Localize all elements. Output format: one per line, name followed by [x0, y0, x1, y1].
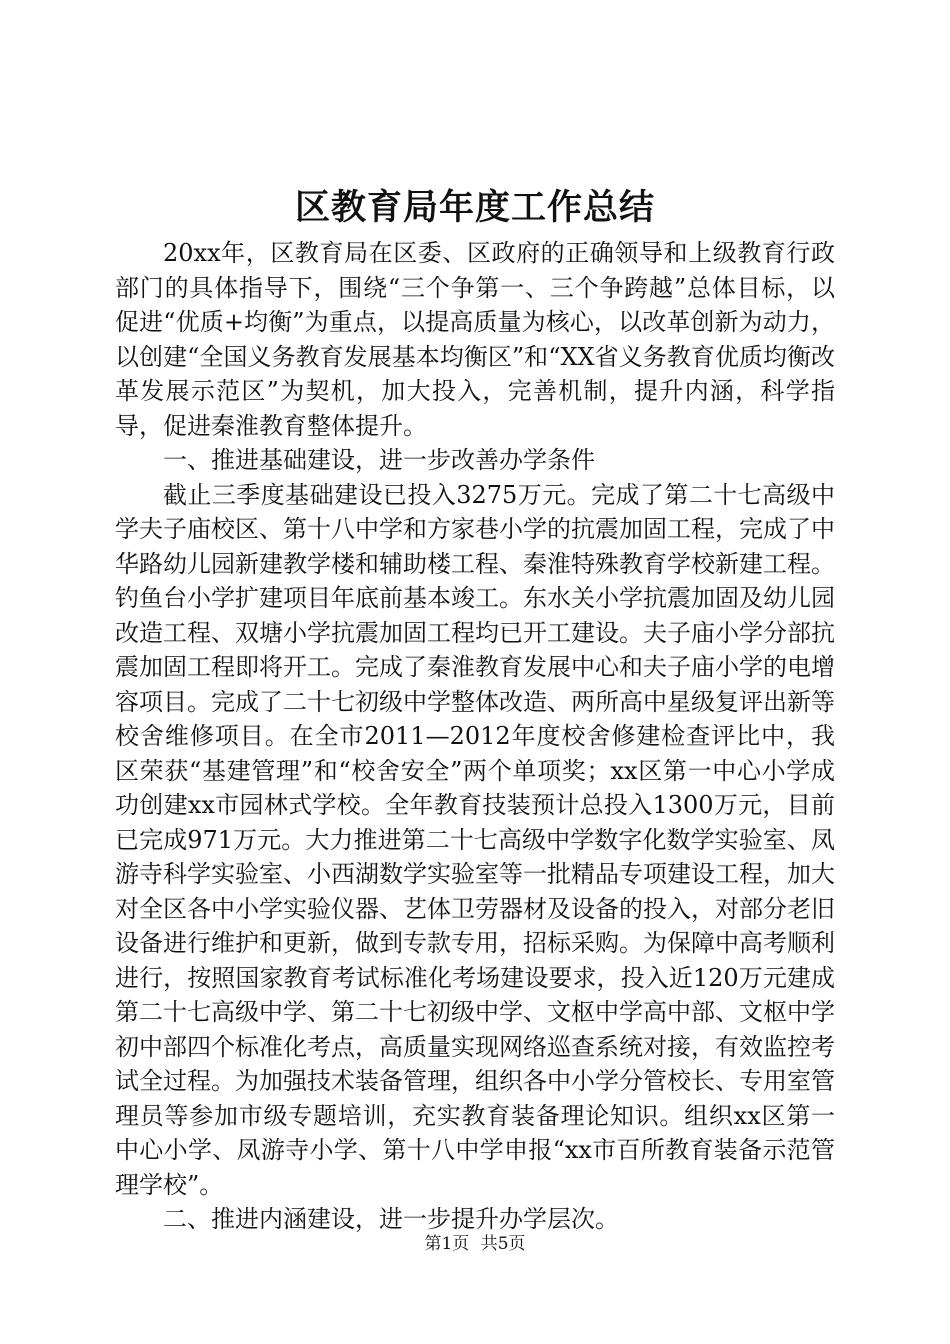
page-footer [0, 1232, 950, 1256]
page-total: 共5页 [480, 1234, 526, 1254]
section-heading-1: 一、推进基础建设，进一步改善办学条件 [163, 446, 595, 474]
document-title: 区教育局年度工作总结 [294, 187, 655, 228]
section-1-paragraph: 截止三季度基础建设已投入3275万元。完成了第二十七高级中学夫子庙校区、第十八中学和方家巷小学的抗震加固工程，完成了中华路幼儿园新建教学楼和辅助楼工程、秦淮特殊教育学校新建工程。钓鱼台小学扩建项目年底前基本竣工。东水关小学抗震加固及幼儿园改造工程、双塘小学抗震加固工程均已开工建设。夫子庙小学分部抗震加固工程即将开工。完成了秦淮教育发展中心和夫子庙小学的电增容项目。完成了二十七初级中学整体改造、两所高中星级复评出新等校舍维修项目。在全市2011—2012年度校舍修建检查评比中，我区荣获“基建管理”和“校舍安全”两个单项奖；xx区第一中心小学成功创建xx市园林式学校。全年教育技装预计总投入1300万元，目前已完成971万元。大力推进第二十七高级中学数字化数学实验室、凤游寺科学实验室、小西湖数学实验室等一批精品专项建设工程，加大对全区各中小学实验仪器、艺体卫劳器材及设备的投入，对部分老旧设备进行维护和更新，做到专款专用，招标采购。为保障中高考顺利进行，按照国家教育考试标准化考场建设要求，投入近120万元建成第二十七高级中学、第二十七初级中学、文枢中学高中部、文枢中学初中部四个标准化考点，高质量实现网络巡查系统对接，有效监控考试全过程。为加强技术装备管理，组织各中小学分管校长、专用室管理员等参加市级专题培训，充实教育装备理论知识。组织xx区第一中心小学、凤游寺小学、第十八中学申报“xx市百所教育装备示范管理学校”。 [115, 480, 835, 1199]
page-number: 第1页 [424, 1234, 470, 1254]
section-heading-2: 二、推进内涵建设，进一步提升办学层次。 [163, 1205, 619, 1233]
document-body [115, 236, 835, 1237]
intro-paragraph: 20xx年，区教育局在区委、区政府的正确领导和上级教育行政部门的具体指导下，围绕“三个争第一、三个争跨越”总体目标，以促进“优质+均衡”为重点，以提高质量为核心，以改革创新为动力，以创建“全国义务教育发展基本均衡区”和“XX省义务教育优质均衡改革发展示范区”为契机，加大投入，完善机制，提升内涵，科学指导，促进秦淮教育整体提升。 [115, 239, 835, 440]
